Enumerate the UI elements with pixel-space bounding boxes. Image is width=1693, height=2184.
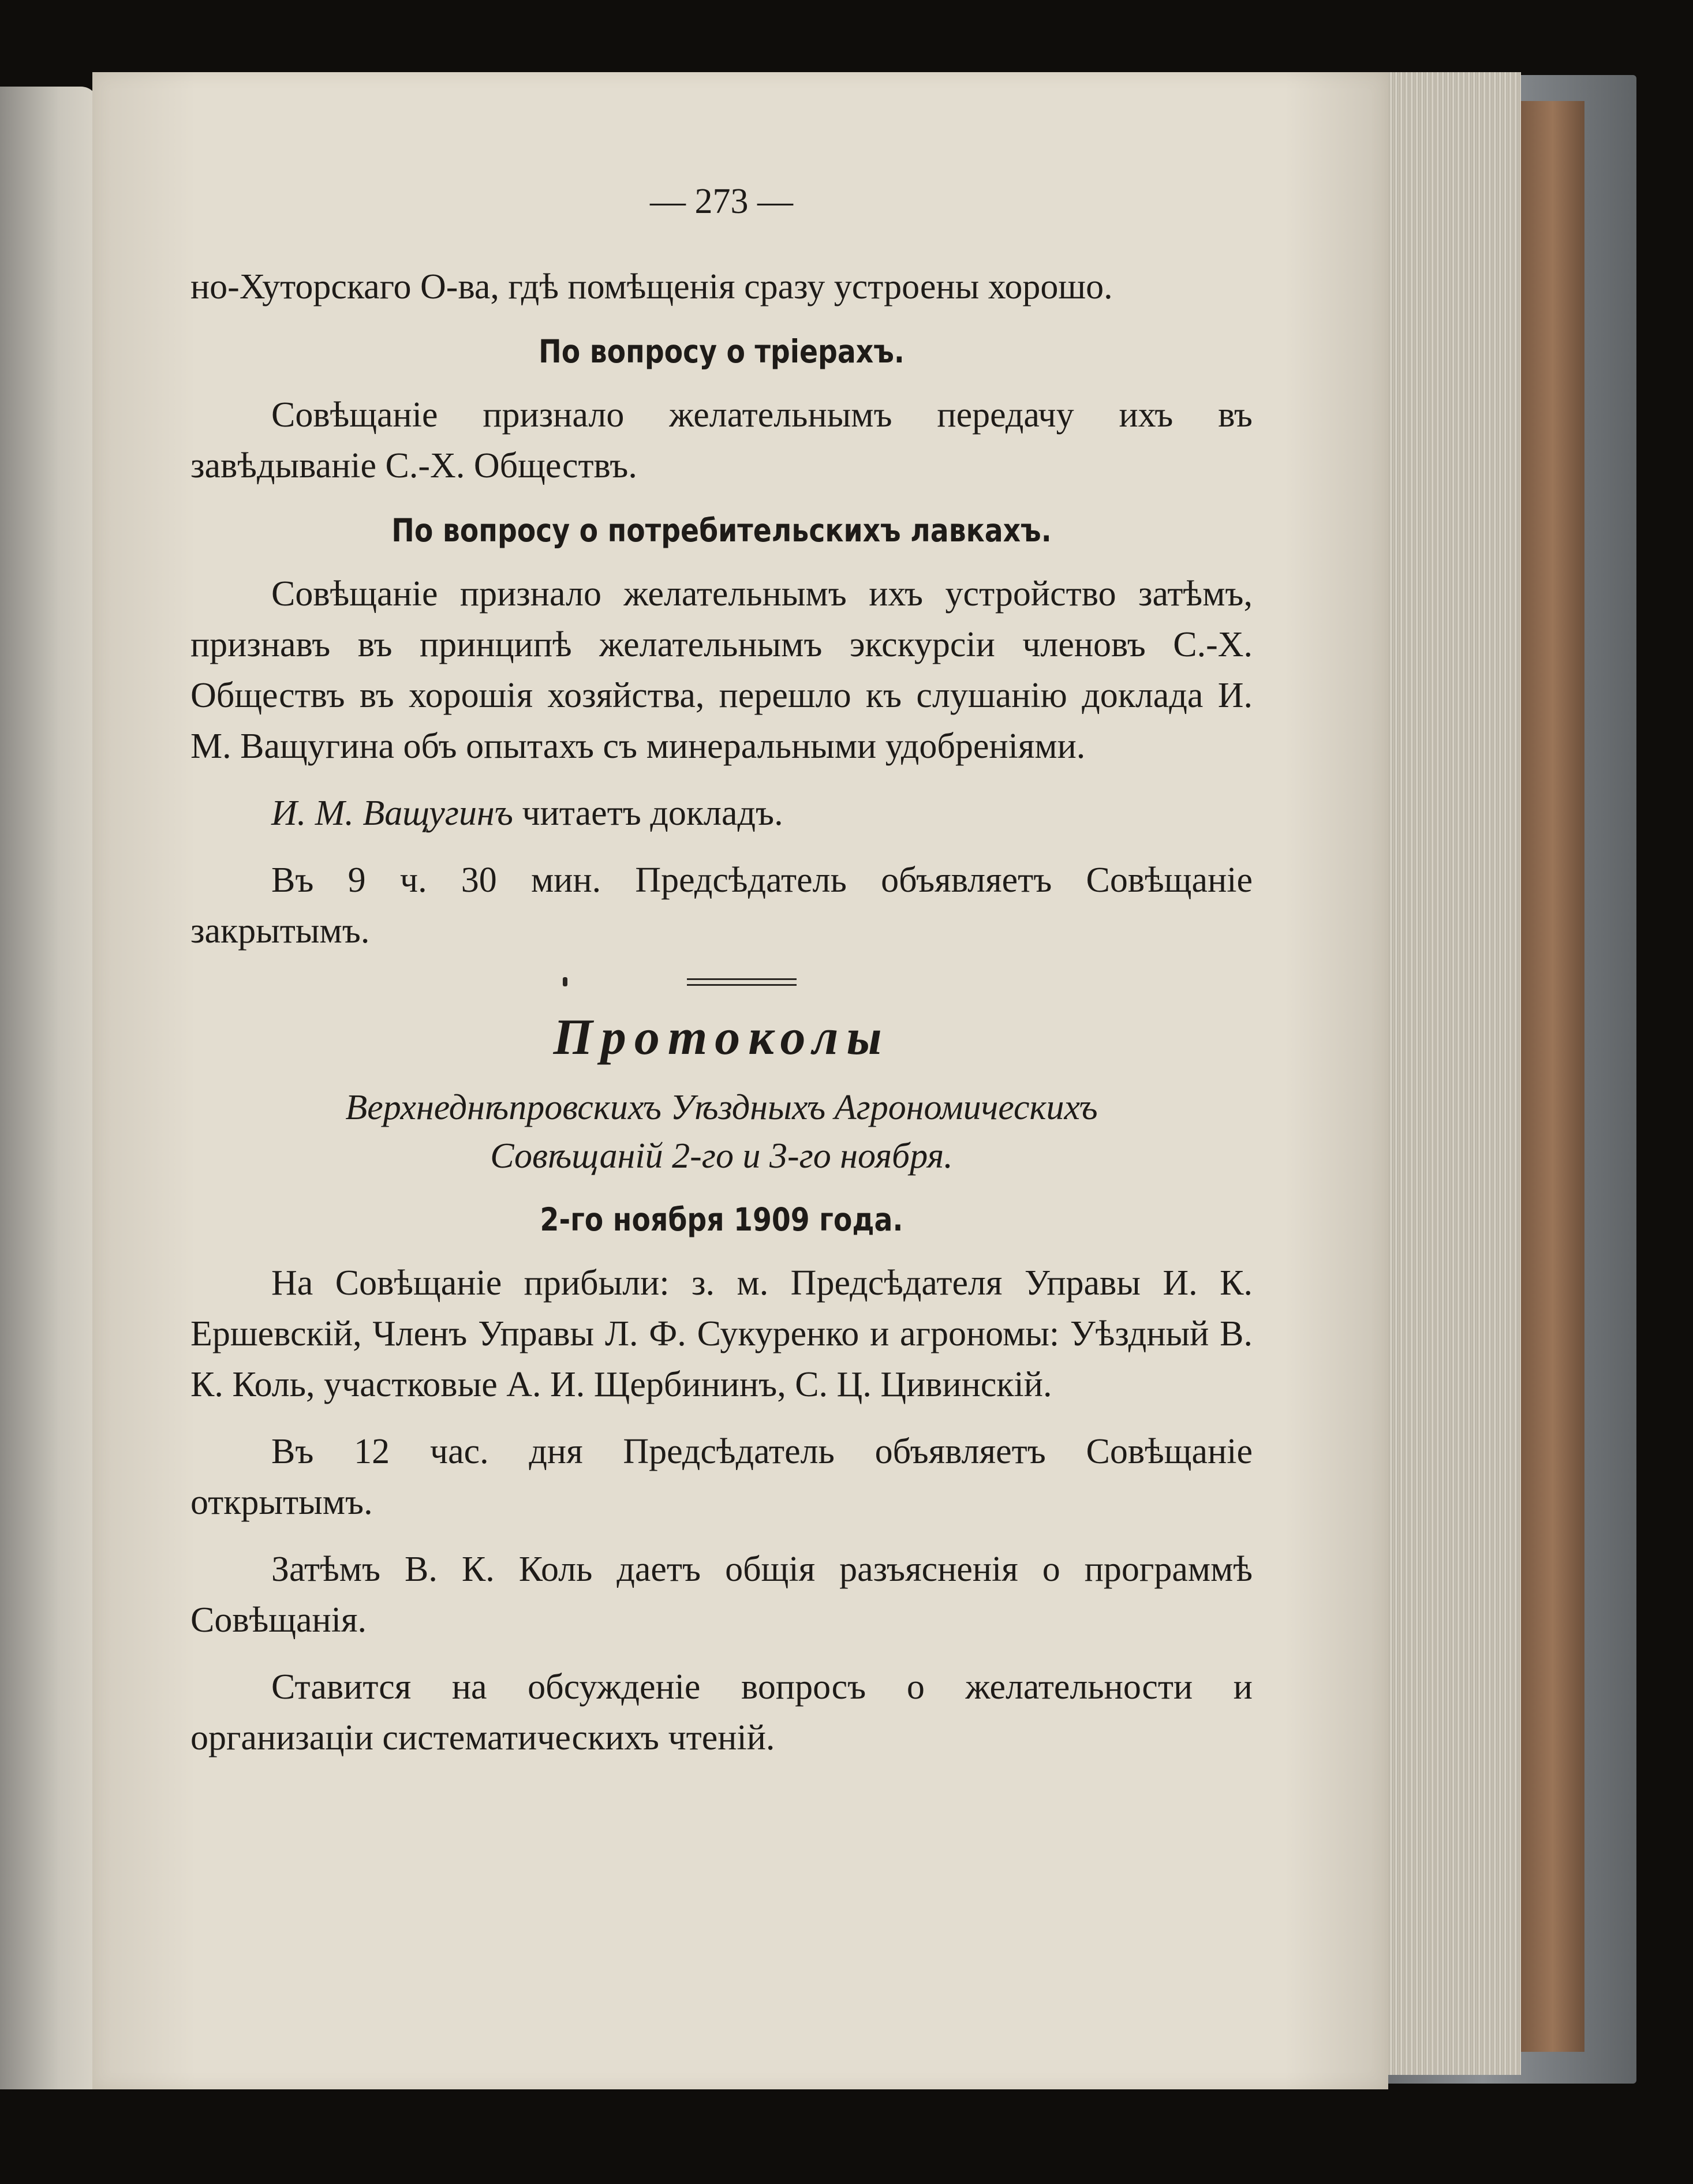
board-edge: [1521, 101, 1584, 2052]
section-subtitle-line-2: Совѣщаній 2-го и 3-го ноября.: [490, 1136, 953, 1176]
divider-line-top: [687, 978, 797, 980]
left-page-edge: [0, 87, 98, 2089]
divider-line-bottom: [687, 984, 797, 986]
paragraph-4-text: читаетъ докладъ.: [513, 794, 783, 833]
paragraph-3: Совѣщаніе признало желательнымъ ихъ устройство затѣмъ, признавъ въ принципѣ желательнымъ экскурсіи членовъ С.-Х. Обществъ въ хорошія хозяйства, перешло къ слушанію доклада И. М. Ващугина объ опытахъ съ минеральными удобреніями.: [190, 574, 1253, 766]
page-edges: [1382, 72, 1521, 2075]
speaker-name: И. М. Ващугинъ: [271, 794, 513, 833]
page-content: [190, 176, 1253, 1763]
paragraph-5: Въ 9 ч. 30 мин. Предсѣдатель объявляетъ Совѣщаніе закрытымъ.: [190, 861, 1253, 951]
paragraph-9: Ставится на обсужденіе вопросъ о желательности и организаціи систематическихъ чтеній.: [190, 1667, 1253, 1757]
section-title: Протоколы: [553, 1009, 890, 1065]
book-page: [92, 72, 1388, 2089]
section-divider: [190, 966, 1253, 1000]
heading-consumer-shops: По вопросу о потребительскихъ лавкахъ.: [391, 512, 1052, 549]
paragraph-2: Совѣщаніе признало желательнымъ передачу ихъ въ завѣдываніе С.-Х. Обществъ.: [190, 395, 1253, 485]
paragraph-4: [190, 788, 1253, 839]
paragraph-6: На Совѣщаніе прибыли: з. м. Предсѣдателя Управы И. К. Ершевскій, Членъ Управы Л. Ф. Сукуренко и агрономы: Уѣздный В. К. Коль, участковые А. И. Щербининъ, С. Ц. Цивинскій.: [190, 1263, 1253, 1404]
page-number: — 273 —: [650, 182, 793, 221]
paragraph-8: Затѣмъ В. К. Коль даетъ общія разъясненія о программѣ Совѣщанія.: [190, 1550, 1253, 1640]
paragraph-1: но-Хуторскаго О-ва, гдѣ помѣщенія сразу устроены хорошо.: [190, 267, 1113, 306]
heading-trieurs: По вопросу о тріерахъ.: [539, 333, 905, 370]
ink-speck: [563, 977, 567, 986]
date-heading: 2-го ноября 1909 года.: [540, 1201, 903, 1238]
paragraph-7: Въ 12 час. дня Предсѣдатель объявляетъ Совѣщаніе открытымъ.: [190, 1432, 1253, 1522]
section-subtitle-line-1: Верхнеднѣпровскихъ Уѣздныхъ Агрономическихъ: [345, 1088, 1098, 1127]
